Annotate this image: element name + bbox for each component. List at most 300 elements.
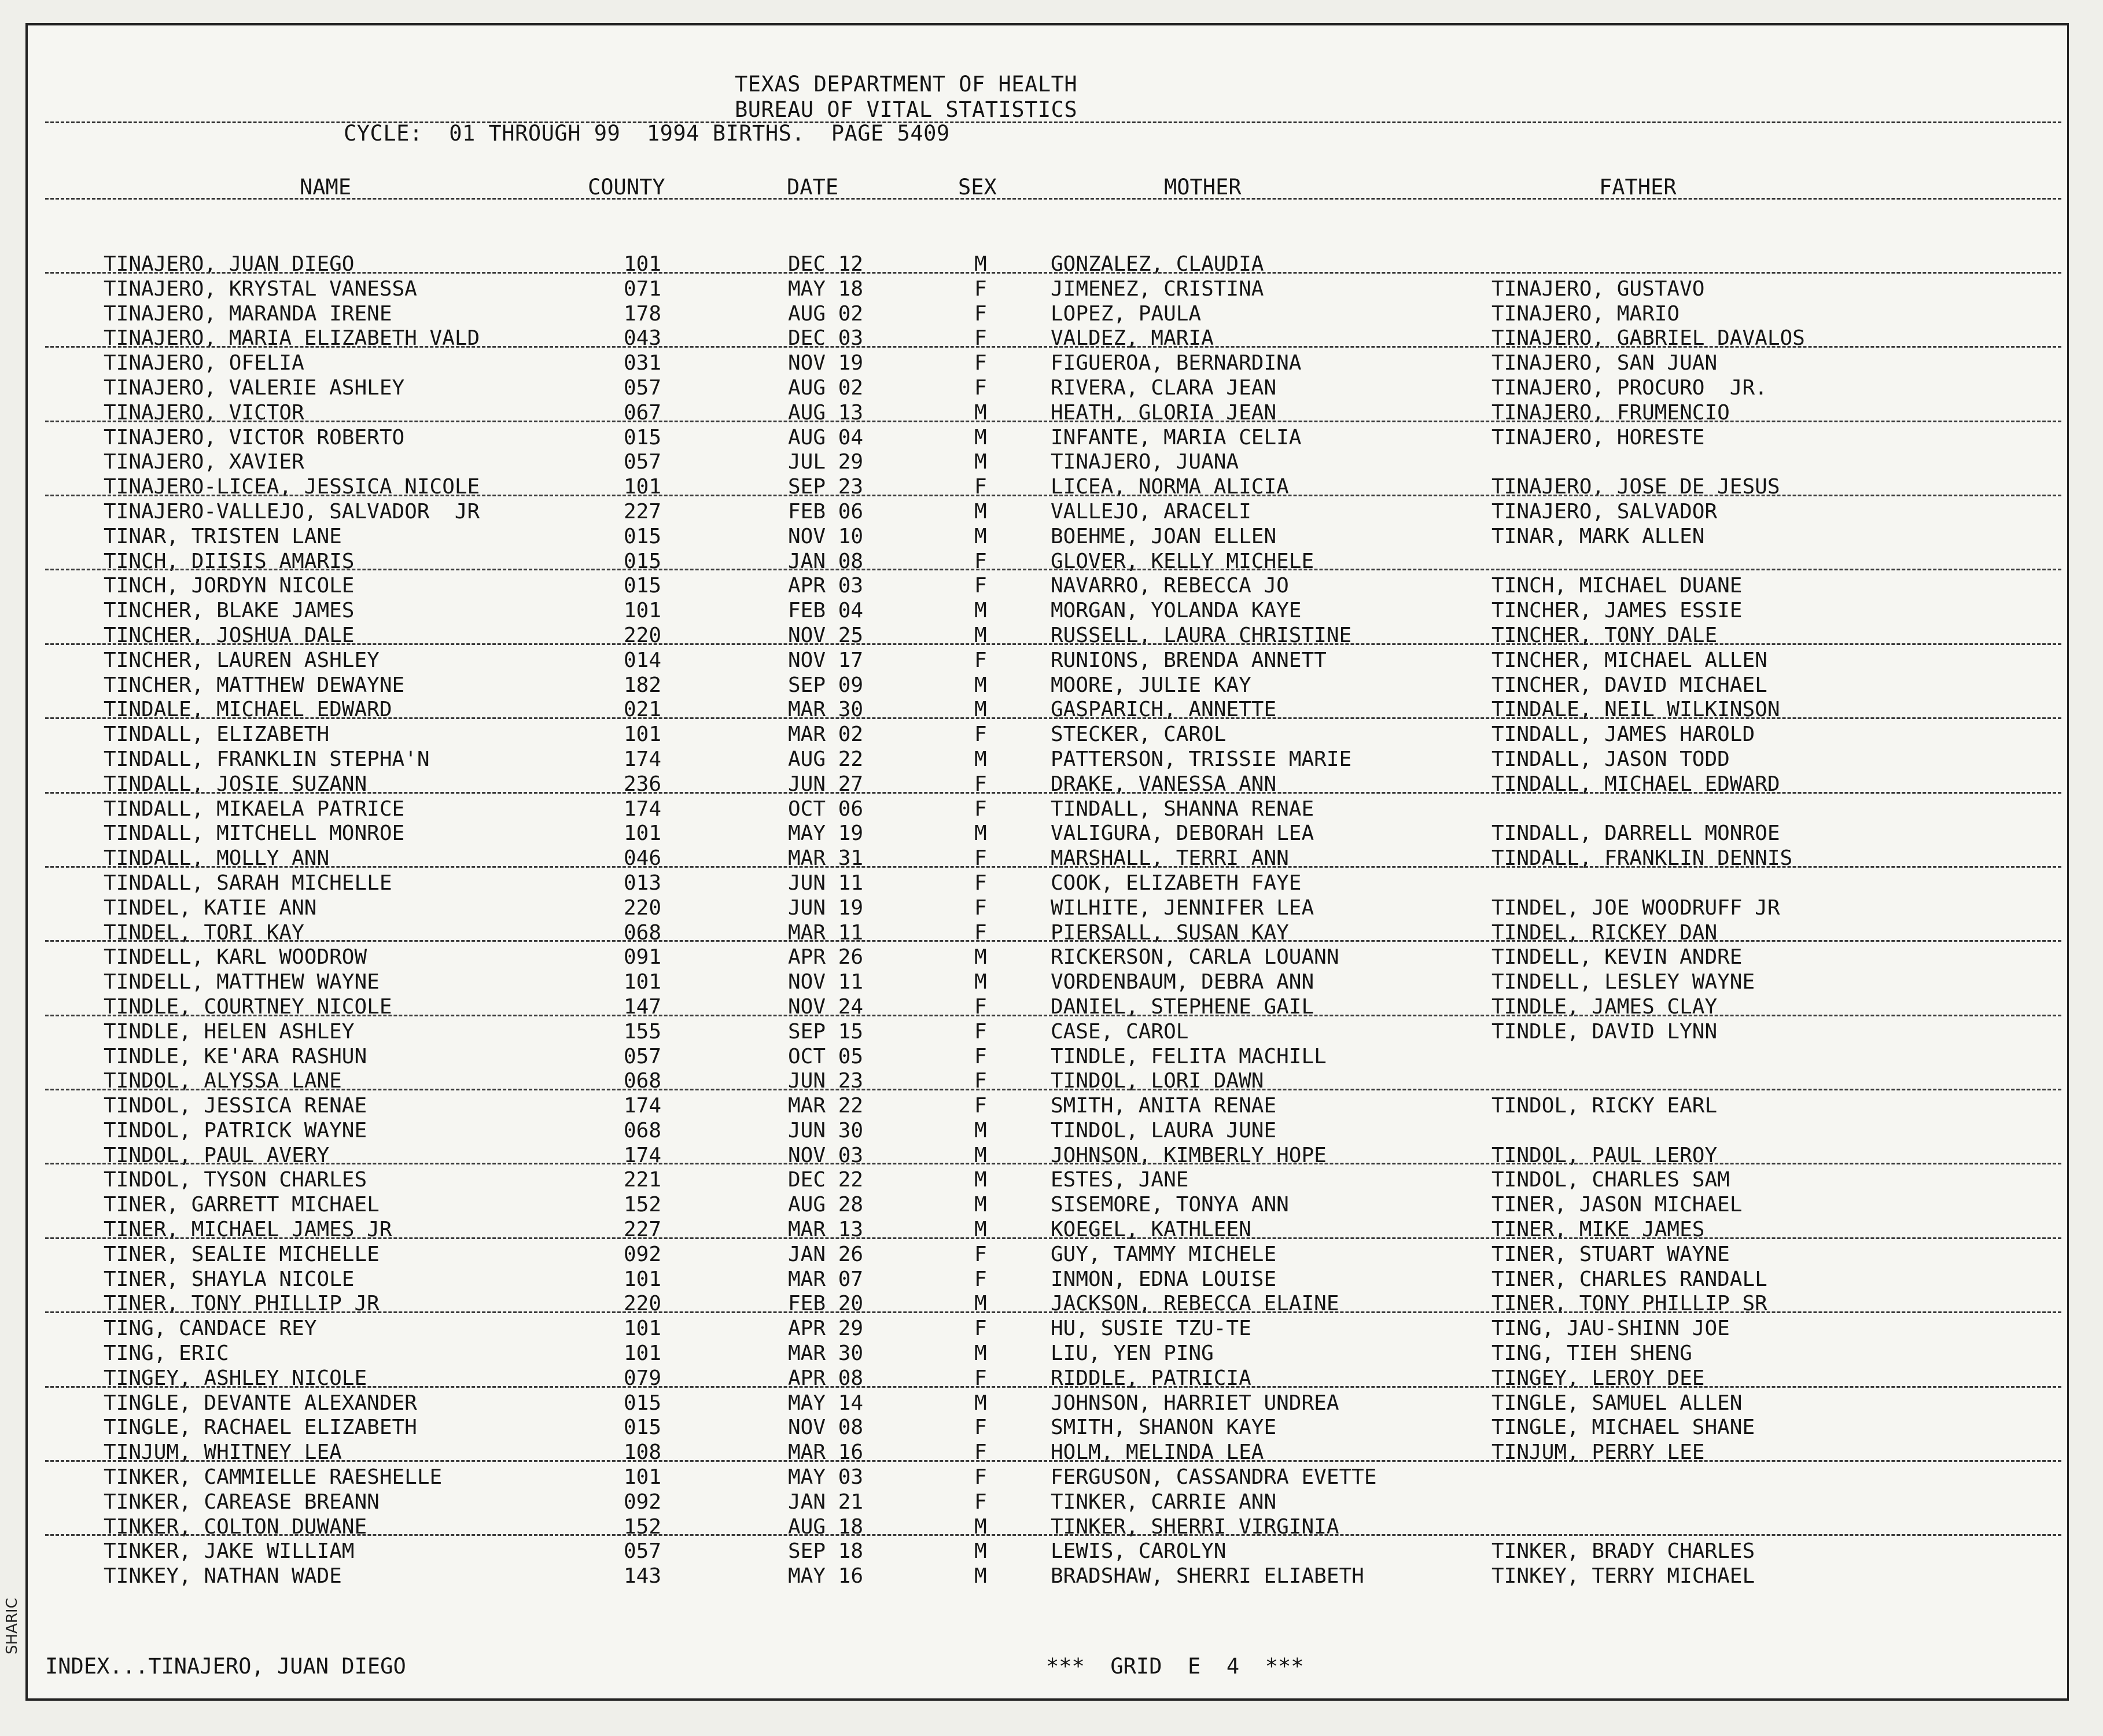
cell-mother: GUY, TAMMY MICHELE (1051, 1242, 1277, 1266)
divider (45, 198, 2061, 200)
cell-name: TINKER, COLTON DUWANE (104, 1514, 367, 1539)
cell-county: 067 (624, 400, 662, 425)
cell-mother: HEATH, GLORIA JEAN (1051, 400, 1277, 425)
cell-name: TINDALL, SARAH MICHELLE (104, 871, 392, 895)
cell-name: TINDALL, FRANKLIN STEPHA'N (104, 747, 430, 771)
table-row (28, 1241, 2067, 1266)
cell-name: TINDOL, PATRICK WAYNE (104, 1118, 367, 1142)
cell-county: 174 (624, 1143, 662, 1167)
cell-sex: F (974, 549, 987, 573)
cell-county: 057 (624, 1044, 662, 1068)
cell-father: TINGEY, LEROY DEE (1491, 1366, 1705, 1390)
table-row (28, 1439, 2067, 1464)
cell-county: 079 (624, 1366, 662, 1390)
cell-sex: M (974, 1193, 987, 1217)
table-row (28, 1217, 2067, 1241)
cell-father: TINGLE, SAMUEL ALLEN (1491, 1391, 1743, 1415)
cell-father: TINAR, MARK ALLEN (1491, 524, 1705, 548)
table-row (28, 1019, 2067, 1044)
cell-sex: F (974, 1044, 987, 1068)
cell-date: MAY 19 (788, 821, 864, 846)
cell-name: TINDLE, HELEN ASHLEY (104, 1019, 355, 1044)
cell-sex: F (974, 375, 987, 400)
cell-county: 015 (624, 1391, 662, 1415)
cell-name: TINAJERO, JUAN DIEGO (104, 252, 355, 276)
cell-county: 220 (624, 1292, 662, 1316)
cell-date: JAN 26 (788, 1242, 864, 1266)
cell-mother: KOEGEL, KATHLEEN (1051, 1218, 1251, 1242)
cell-father: TINCHER, TONY DALE (1491, 623, 1718, 647)
cell-mother: DRAKE, VANESSA ANN (1051, 772, 1277, 796)
cell-mother: RIVERA, CLARA JEAN (1051, 375, 1277, 400)
cell-county: 101 (624, 599, 662, 623)
table-row (28, 425, 2067, 449)
cell-county: 015 (624, 524, 662, 548)
cell-date: AUG 13 (788, 400, 864, 425)
cell-sex: F (974, 1490, 987, 1514)
cell-sex: F (974, 648, 987, 672)
cell-father: TINKER, BRADY CHARLES (1491, 1539, 1755, 1564)
cell-date: AUG 02 (788, 375, 864, 400)
table-row (28, 1118, 2067, 1142)
cell-name: TINCH, DIISIS AMARIS (104, 549, 355, 573)
cell-sex: M (974, 1143, 987, 1167)
cell-mother: MARSHALL, TERRI ANN (1051, 846, 1289, 871)
cell-father: TINER, TONY PHILLIP SR (1491, 1292, 1767, 1316)
cell-father: TINER, STUART WAYNE (1491, 1242, 1730, 1266)
cell-father: TINDALL, MICHAEL EDWARD (1491, 772, 1780, 796)
cell-mother: BRADSHAW, SHERRI ELIABETH (1051, 1564, 1364, 1588)
cell-date: NOV 24 (788, 994, 864, 1019)
cell-mother: STECKER, CAROL (1051, 723, 1227, 747)
cell-father: TINDALE, NEIL WILKINSON (1491, 698, 1780, 722)
cell-name: TINCHER, LAUREN ASHLEY (104, 648, 380, 672)
cell-father: TINDEL, JOE WOODRUFF JR (1491, 895, 1780, 920)
cell-county: 152 (624, 1514, 662, 1539)
cell-father: TINAJERO, SAN JUAN (1491, 351, 1718, 375)
cell-sex: M (974, 970, 987, 994)
column-header-father: FATHER (1599, 175, 1677, 200)
cell-mother: FIGUEROA, BERNARDINA (1051, 351, 1302, 375)
table-row (28, 251, 2067, 276)
column-header-sex: SEX (958, 175, 997, 200)
table-row (28, 325, 2067, 350)
cell-mother: JIMENEZ, CRISTINA (1051, 277, 1264, 301)
cell-name: TINAJERO, VICTOR (104, 400, 304, 425)
cell-sex: F (974, 920, 987, 945)
cell-county: 057 (624, 1539, 662, 1564)
cell-mother: SMITH, ANITA RENAE (1051, 1094, 1277, 1118)
cell-sex: M (974, 1539, 987, 1564)
cell-father: TINDELL, KEVIN ANDRE (1491, 945, 1743, 970)
cell-sex: F (974, 277, 987, 301)
cell-county: 227 (624, 1218, 662, 1242)
table-row (28, 969, 2067, 994)
cell-father: TINAJERO, HORESTE (1491, 425, 1705, 449)
cell-name: TINAJERO-LICEA, JESSICA NICOLE (104, 475, 480, 499)
cell-county: 101 (624, 970, 662, 994)
cell-date: OCT 05 (788, 1044, 864, 1068)
cell-mother: SMITH, SHANON KAYE (1051, 1416, 1277, 1440)
bureau-title: BUREAU OF VITAL STATISTICS (735, 97, 1078, 122)
cell-father: TINDOL, CHARLES SAM (1491, 1168, 1730, 1192)
cell-sex: M (974, 945, 987, 970)
cell-father: TINCHER, JAMES ESSIE (1491, 599, 1743, 623)
cell-county: 014 (624, 648, 662, 672)
cell-name: TINDEL, TORI KAY (104, 920, 304, 945)
cell-name: TINCHER, BLAKE JAMES (104, 599, 355, 623)
cell-county: 015 (624, 425, 662, 449)
column-header-county: COUNTY (588, 175, 665, 200)
cell-sex: F (974, 1267, 987, 1291)
cell-county: 015 (624, 1416, 662, 1440)
cell-mother: HOLM, MELINDA LEA (1051, 1440, 1264, 1465)
cell-county: 182 (624, 673, 662, 697)
cell-date: MAY 18 (788, 277, 864, 301)
cell-mother: JOHNSON, HARRIET UNDREA (1051, 1391, 1339, 1415)
cell-mother: TINDOL, LAURA JUNE (1051, 1118, 1277, 1142)
cell-sex: M (974, 1292, 987, 1316)
cell-name: TINDALL, ELIZABETH (104, 723, 330, 747)
cell-mother: SISEMORE, TONYA ANN (1051, 1193, 1289, 1217)
cell-name: TINDLE, KE'ARA RASHUN (104, 1044, 367, 1068)
cell-county: 221 (624, 1168, 662, 1192)
cell-father: TINAJERO, MARIO (1491, 301, 1680, 326)
cell-father: TINDEL, RICKEY DAN (1491, 920, 1718, 945)
cell-sex: F (974, 326, 987, 351)
cell-sex: F (974, 351, 987, 375)
cell-date: APR 29 (788, 1317, 864, 1341)
cell-county: 015 (624, 549, 662, 573)
cell-county: 068 (624, 920, 662, 945)
cell-date: JUN 11 (788, 871, 864, 895)
table-row (28, 375, 2067, 400)
cell-date: MAR 16 (788, 1440, 864, 1465)
records-list (28, 251, 2067, 1588)
cell-county: 013 (624, 871, 662, 895)
cell-date: MAY 16 (788, 1564, 864, 1588)
cell-mother: LIU, YEN PING (1051, 1341, 1214, 1366)
table-row (28, 870, 2067, 895)
table-row (28, 845, 2067, 870)
cell-name: TINDALL, JOSIE SUZANN (104, 772, 367, 796)
cell-date: FEB 04 (788, 599, 864, 623)
cell-sex: F (974, 1465, 987, 1490)
cell-father: TINER, JASON MICHAEL (1491, 1193, 1743, 1217)
cell-county: 147 (624, 994, 662, 1019)
table-row (28, 524, 2067, 548)
cell-sex: F (974, 1242, 987, 1266)
cell-mother: TINKER, SHERRI VIRGINIA (1051, 1514, 1339, 1539)
table-row (28, 598, 2067, 622)
cell-mother: INMON, EDNA LOUISE (1051, 1267, 1277, 1291)
cell-county: 091 (624, 945, 662, 970)
cell-date: MAR 31 (788, 846, 864, 871)
cell-date: NOV 08 (788, 1416, 864, 1440)
table-row (28, 944, 2067, 969)
cell-sex: M (974, 623, 987, 647)
table-row (28, 771, 2067, 796)
table-row (28, 449, 2067, 474)
cell-name: TINKER, CAMMIELLE RAESHELLE (104, 1465, 443, 1490)
cell-mother: VALDEZ, MARIA (1051, 326, 1214, 351)
cell-date: NOV 11 (788, 970, 864, 994)
cell-date: SEP 23 (788, 475, 864, 499)
cell-sex: M (974, 252, 987, 276)
cell-date: MAR 30 (788, 1341, 864, 1366)
cell-date: FEB 20 (788, 1292, 864, 1316)
cell-name: TINER, SEALIE MICHELLE (104, 1242, 380, 1266)
cell-father: TINDLE, DAVID LYNN (1491, 1019, 1718, 1044)
cell-date: AUG 22 (788, 747, 864, 771)
cell-mother: TINAJERO, JUANA (1051, 450, 1239, 474)
table-row (28, 1563, 2067, 1588)
cell-name: TINAJERO, MARANDA IRENE (104, 301, 392, 326)
cell-name: TINDALL, MIKAELA PATRICE (104, 797, 405, 821)
cell-sex: M (974, 1118, 987, 1142)
cell-name: TINDOL, ALYSSA LANE (104, 1069, 342, 1093)
cell-county: 021 (624, 698, 662, 722)
cell-name: TINJUM, WHITNEY LEA (104, 1440, 342, 1465)
cell-sex: F (974, 1094, 987, 1118)
cell-county: 068 (624, 1069, 662, 1093)
table-row (28, 1315, 2067, 1340)
cell-name: TINDLE, COURTNEY NICOLE (104, 994, 392, 1019)
table-row (28, 1167, 2067, 1192)
cell-mother: COOK, ELIZABETH FAYE (1051, 871, 1302, 895)
cell-county: 057 (624, 450, 662, 474)
cell-mother: RUNIONS, BRENDA ANNETT (1051, 648, 1327, 672)
cell-county: 015 (624, 574, 662, 598)
cell-sex: F (974, 1069, 987, 1093)
cell-father: TINDOL, PAUL LEROY (1491, 1143, 1718, 1167)
cell-mother: JOHNSON, KIMBERLY HOPE (1051, 1143, 1327, 1167)
cell-mother: PATTERSON, TRISSIE MARIE (1051, 747, 1352, 771)
cell-name: TINAJERO-VALLEJO, SALVADOR JR (104, 499, 480, 524)
cell-father: TINER, MIKE JAMES (1491, 1218, 1705, 1242)
cell-county: 101 (624, 1317, 662, 1341)
cell-mother: HU, SUSIE TZU-TE (1051, 1317, 1251, 1341)
cell-mother: TINDLE, FELITA MACHILL (1051, 1044, 1327, 1068)
cell-name: TINKEY, NATHAN WADE (104, 1564, 342, 1588)
cell-name: TINER, MICHAEL JAMES JR (104, 1218, 392, 1242)
column-header-name: NAME (300, 175, 352, 200)
cell-mother: TINDALL, SHANNA RENAE (1051, 797, 1314, 821)
cell-sex: M (974, 1218, 987, 1242)
cell-date: MAR 11 (788, 920, 864, 945)
cell-mother: GONZALEZ, CLAUDIA (1051, 252, 1264, 276)
cell-name: TINDELL, MATTHEW WAYNE (104, 970, 380, 994)
cell-county: 236 (624, 772, 662, 796)
cell-date: AUG 18 (788, 1514, 864, 1539)
cell-father: TING, TIEH SHENG (1491, 1341, 1692, 1366)
table-row (28, 1093, 2067, 1118)
cell-county: 178 (624, 301, 662, 326)
table-row (28, 1192, 2067, 1217)
cell-name: TING, ERIC (104, 1341, 229, 1366)
cell-date: OCT 06 (788, 797, 864, 821)
cell-county: 108 (624, 1440, 662, 1465)
cell-county: 031 (624, 351, 662, 375)
cell-sex: M (974, 1391, 987, 1415)
cell-father: TINAJERO, SALVADOR (1491, 499, 1718, 524)
cell-date: MAY 14 (788, 1391, 864, 1415)
table-row (28, 1365, 2067, 1390)
cell-father: TING, JAU-SHINN JOE (1491, 1317, 1730, 1341)
table-row (28, 301, 2067, 326)
table-row (28, 1266, 2067, 1291)
cell-date: JUN 30 (788, 1118, 864, 1142)
cell-name: TINDALE, MICHAEL EDWARD (104, 698, 392, 722)
cell-date: SEP 15 (788, 1019, 864, 1044)
cell-county: 101 (624, 475, 662, 499)
table-row (28, 895, 2067, 920)
cell-sex: M (974, 673, 987, 697)
cell-mother: NAVARRO, REBECCA JO (1051, 574, 1289, 598)
table-row (28, 548, 2067, 573)
cell-name: TINAR, TRISTEN LANE (104, 524, 342, 548)
cell-name: TINER, SHAYLA NICOLE (104, 1267, 355, 1291)
cell-mother: MOORE, JULIE KAY (1051, 673, 1251, 697)
cell-name: TINAJERO, KRYSTAL VANESSA (104, 277, 417, 301)
cell-date: JUN 19 (788, 895, 864, 920)
cell-sex: M (974, 499, 987, 524)
cell-date: JUN 23 (788, 1069, 864, 1093)
cell-date: NOV 25 (788, 623, 864, 647)
table-row (28, 1044, 2067, 1068)
cell-father: TINDALL, FRANKLIN DENNIS (1491, 846, 1793, 871)
cell-sex: M (974, 1564, 987, 1588)
cell-name: TINCH, JORDYN NICOLE (104, 574, 355, 598)
table-row (28, 696, 2067, 721)
column-header-date: DATE (787, 175, 839, 200)
cell-date: APR 08 (788, 1366, 864, 1390)
cell-county: 220 (624, 895, 662, 920)
cell-name: TINKER, JAKE WILLIAM (104, 1539, 355, 1564)
table-row (28, 573, 2067, 598)
cell-mother: GLOVER, KELLY MICHELE (1051, 549, 1314, 573)
table-row (28, 672, 2067, 697)
cell-date: DEC 03 (788, 326, 864, 351)
cell-father: TINKEY, TERRY MICHAEL (1491, 1564, 1755, 1588)
cell-mother: RICKERSON, CARLA LOUANN (1051, 945, 1339, 970)
table-row (28, 721, 2067, 746)
cell-date: FEB 06 (788, 499, 864, 524)
cell-mother: RIDDLE, PATRICIA (1051, 1366, 1251, 1390)
cell-mother: PIERSALL, SUSAN KAY (1051, 920, 1289, 945)
table-row (28, 796, 2067, 821)
cell-name: TINAJERO, MARIA ELIZABETH VALD (104, 326, 480, 351)
cell-father: TINDALL, JASON TODD (1491, 747, 1730, 771)
cell-date: MAY 03 (788, 1465, 864, 1490)
cell-date: APR 26 (788, 945, 864, 970)
cell-date: MAR 07 (788, 1267, 864, 1291)
cell-date: AUG 02 (788, 301, 864, 326)
cell-date: MAR 13 (788, 1218, 864, 1242)
table-row (28, 1414, 2067, 1439)
cell-father: TINAJERO, GUSTAVO (1491, 277, 1705, 301)
cell-mother: CASE, CAROL (1051, 1019, 1189, 1044)
table-row (28, 1514, 2067, 1539)
document-sheet (25, 23, 2069, 1701)
cell-father: TINDLE, JAMES CLAY (1491, 994, 1718, 1019)
cell-county: 068 (624, 1118, 662, 1142)
cell-sex: F (974, 1440, 987, 1465)
cell-name: TINCHER, JOSHUA DALE (104, 623, 355, 647)
cell-father: TINAJERO, FRUMENCIO (1491, 400, 1730, 425)
cell-sex: F (974, 895, 987, 920)
cell-sex: F (974, 301, 987, 326)
cell-date: JUN 27 (788, 772, 864, 796)
table-row (28, 920, 2067, 945)
cell-sex: F (974, 994, 987, 1019)
table-row (28, 1291, 2067, 1315)
cell-sex: M (974, 524, 987, 548)
cell-father: TINDELL, LESLEY WAYNE (1491, 970, 1755, 994)
table-row (28, 647, 2067, 672)
cell-sex: M (974, 599, 987, 623)
cell-county: 101 (624, 1465, 662, 1490)
cell-father: TINGLE, MICHAEL SHANE (1491, 1416, 1755, 1440)
cell-name: TINDOL, TYSON CHARLES (104, 1168, 367, 1192)
cell-date: NOV 03 (788, 1143, 864, 1167)
cell-name: TINDEL, KATIE ANN (104, 895, 317, 920)
cell-county: 143 (624, 1564, 662, 1588)
table-row (28, 1489, 2067, 1514)
cell-county: 092 (624, 1242, 662, 1266)
cell-mother: LICEA, NORMA ALICIA (1051, 475, 1289, 499)
table-row (28, 1390, 2067, 1415)
cell-name: TINAJERO, OFELIA (104, 351, 304, 375)
cell-name: TINDALL, MITCHELL MONROE (104, 821, 405, 846)
cell-date: MAR 22 (788, 1094, 864, 1118)
table-row (28, 1142, 2067, 1167)
cell-name: TINAJERO, XAVIER (104, 450, 304, 474)
cell-mother: TINKER, CARRIE ANN (1051, 1490, 1277, 1514)
cell-mother: ESTES, JANE (1051, 1168, 1189, 1192)
cell-father: TINCHER, MICHAEL ALLEN (1491, 648, 1767, 672)
table-row (28, 276, 2067, 301)
cell-name: TINGLE, RACHAEL ELIZABETH (104, 1416, 417, 1440)
cell-mother: INFANTE, MARIA CELIA (1051, 425, 1302, 449)
cell-date: JUL 29 (788, 450, 864, 474)
cell-mother: VALIGURA, DEBORAH LEA (1051, 821, 1314, 846)
cell-sex: M (974, 747, 987, 771)
agency-title: TEXAS DEPARTMENT OF HEALTH (735, 72, 1078, 97)
cell-name: TINGLE, DEVANTE ALEXANDER (104, 1391, 417, 1415)
cell-sex: M (974, 1168, 987, 1192)
cell-mother: DANIEL, STEPHENE GAIL (1051, 994, 1314, 1019)
cell-sex: F (974, 772, 987, 796)
cell-mother: LEWIS, CAROLYN (1051, 1539, 1227, 1564)
column-header-mother: MOTHER (1164, 175, 1242, 200)
index-footer: INDEX...TINAJERO, JUAN DIEGO (45, 1654, 406, 1679)
cell-name: TINDOL, PAUL AVERY (104, 1143, 330, 1167)
cell-mother: RUSSELL, LAURA CHRISTINE (1051, 623, 1352, 647)
cell-date: AUG 04 (788, 425, 864, 449)
cell-father: TINDALL, JAMES HAROLD (1491, 723, 1755, 747)
cell-name: TINGEY, ASHLEY NICOLE (104, 1366, 367, 1390)
cell-sex: M (974, 1341, 987, 1366)
cell-mother: MORGAN, YOLANDA KAYE (1051, 599, 1302, 623)
cell-name: TINCHER, MATTHEW DEWAYNE (104, 673, 405, 697)
cell-county: 152 (624, 1193, 662, 1217)
table-row (28, 746, 2067, 771)
cell-county: 174 (624, 797, 662, 821)
cell-name: TING, CANDACE REY (104, 1317, 317, 1341)
cell-county: 071 (624, 277, 662, 301)
cell-county: 046 (624, 846, 662, 871)
